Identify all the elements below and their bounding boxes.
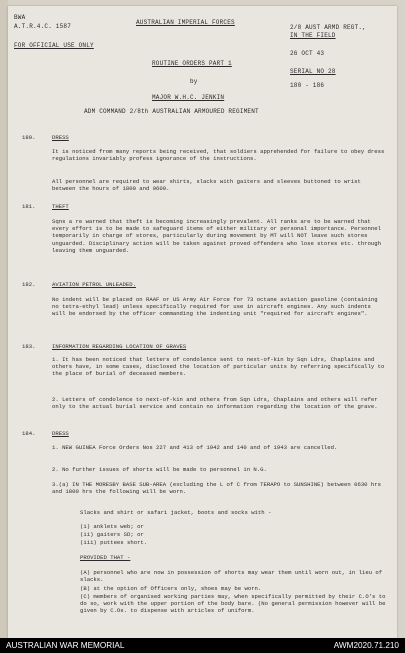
archive-reference: AWM2020.71.210	[333, 641, 399, 650]
document-page	[8, 6, 397, 638]
section-paragraph: 1. It has been noticed that letters of condolence sent to next-of-kin by Sqn Ldrs, Chaplains and others have, in some cases, disclosed the location of particular units by referring specifically to the place of burial of deceased members.	[52, 356, 385, 378]
wear-item: (i) anklets web; or	[80, 523, 144, 530]
unit-location: IN THE FIELD	[290, 32, 336, 39]
section-paragraph: It is noticed from many reports being received, that soldiers apprehended for failure to obey dress regulations invariably profess ignorance of the instructions.	[52, 148, 385, 163]
by-label: by	[190, 78, 198, 85]
provided-heading: PROVIDED THAT -	[80, 554, 131, 561]
section-number: 184.	[22, 430, 36, 437]
section-title: DRESS	[52, 134, 69, 141]
wear-line: Slacks and shirt or safari jacket, boots and socks with -	[80, 509, 272, 516]
section-title: INFORMATION REGARDING LOCATION OF GRAVES	[52, 343, 187, 350]
section-number: 180.	[22, 134, 36, 141]
wear-item: (iii) puttees short.	[80, 539, 148, 546]
section-paragraph: 2. No further issues of shorts will be made to personnel in N.G.	[52, 466, 267, 473]
condition-item: (A) personnel who are now in possession of shorts may wear them until worn out, in lieu of slacks.	[80, 569, 383, 584]
section-paragraph: 2. Letters of condolence to next-of-kin and others from Sqn Ldrs, Chaplains and others will refer only to the actual burial service and contain no information regarding the location of the grave.	[52, 396, 378, 411]
order-range: 180 - 186	[290, 82, 325, 89]
header-code: BWA	[14, 14, 26, 21]
section-number: 182.	[22, 281, 36, 288]
serial-number: SERIAL NO 28	[290, 68, 336, 75]
header-file-number: A.T.R.4.C. 1587	[14, 23, 72, 30]
section-number: 181.	[22, 203, 36, 210]
section-title: THEFT	[52, 203, 69, 210]
condition-item: (C) members of organised working parties may, when specifically permitted by their C.O's to do so, work with the upper portion of the body bare. (No general permission however will be given by C.Os. to dispense with articles of uniform.	[80, 593, 386, 615]
section-paragraph: All personnel are required to wear shirts, slacks with gaiters and sleeves buttoned to wrist between the hours of 1800 and 0600.	[52, 178, 361, 193]
author-name: MAJOR W.H.C. JENKIN	[152, 94, 225, 101]
document-heading: AUSTRALIAN IMPERIAL FORCES	[136, 19, 235, 26]
archive-footer	[0, 638, 405, 653]
section-title: DRESS	[52, 430, 69, 437]
archive-name: AUSTRALIAN WAR MEMORIAL	[6, 641, 125, 650]
order-date: 26 OCT 43	[290, 50, 325, 57]
page-edge	[0, 0, 8, 638]
condition-item: (B) at the option of Officers only, shoes may be worn.	[80, 585, 262, 592]
section-paragraph: 3.(a) IN THE MORESBY BASE SUB-AREA (excluding the L of C from TERAPO to SUNSHINE) between 0630 hrs and 1800 hrs the following will be worn.	[52, 481, 381, 496]
command-line: ADM COMMAND 2/8th AUSTRALIAN ARMOURED REGIMENT	[84, 108, 259, 115]
orders-title: ROUTINE ORDERS PART 1	[152, 60, 232, 67]
section-title: AVIATION PETROL UNLEADED.	[52, 281, 136, 288]
unit-name: 2/8 AUST ARMD REGT.,	[290, 24, 367, 31]
section-paragraph: Sqns a re warned that theft is becoming increasingly prevalent. All ranks are to be warned that every effort is to be made to safeguard items of either military or personal importance. Personnel temporarily in charge of stores, particularly during movement by MT will NOT leave such stores unguarded. Disciplinary action will be taken against proved offenders who lose stores etc. through leaving them unguarded.	[52, 218, 381, 254]
official-use-notice: FOR OFFICIAL USE ONLY	[14, 42, 94, 49]
section-paragraph: 1. NEW GUINEA Force Orders Nos 227 and 413 of 1942 and 140 and of 1943 are cancelled.	[52, 444, 338, 451]
section-number: 183.	[22, 343, 36, 350]
section-paragraph: No indent will be placed on RAAF or US Army Air Force for 73 octane aviation gasoline (containing no tetra-ethyl lead) unless specifically required for use in aircraft engines. Any such indents will be endorsed by the officer commanding the indenting unit "required for aircraft engines".	[52, 296, 378, 318]
wear-item: (ii) gaiters SD; or	[80, 531, 144, 538]
